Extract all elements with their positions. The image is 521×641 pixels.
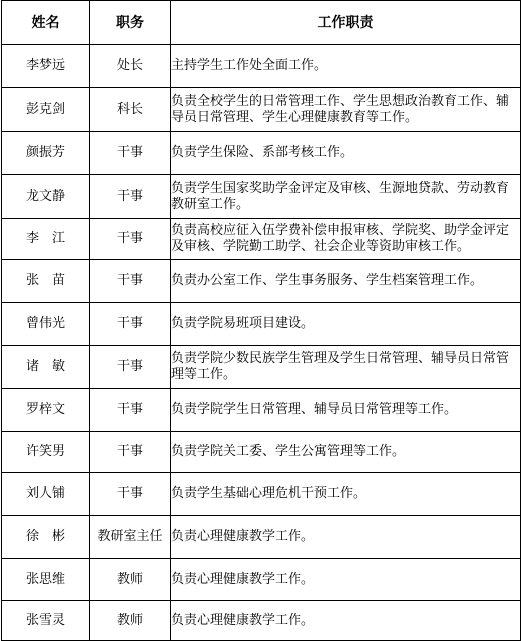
table-row <box>2 389 521 432</box>
title-cell: 干事 <box>90 473 171 516</box>
title-cell: 处长 <box>90 45 171 88</box>
table-row <box>2 601 521 641</box>
duty-cell: 负责学院少数民族学生管理及学生日常管理、辅导员日常管理等工作。 <box>171 346 521 389</box>
title-cell: 干事 <box>90 432 171 473</box>
table-row <box>2 132 521 175</box>
duty-cell: 负责全校学生的日常管理工作、学生思想政治教育工作、辅导员日常管理、学生心理健康教育等工作。 <box>171 88 521 132</box>
title-cell: 教师 <box>90 601 171 641</box>
duty-cell: 负责学院关工委、学生公寓管理等工作。 <box>171 432 521 473</box>
duty-cell: 负责办公室工作、学生事务服务、学生档案管理工作。 <box>171 260 521 303</box>
table-row <box>2 346 521 389</box>
name-cell: 张思维 <box>2 559 90 601</box>
name-cell: 彭克剑 <box>2 88 90 132</box>
name-cell: 颜振芳 <box>2 132 90 175</box>
name-cell: 曾伟光 <box>2 303 90 346</box>
table-row <box>2 432 521 473</box>
title-cell: 干事 <box>90 346 171 389</box>
name-cell: 李 江 <box>2 219 90 260</box>
header-name: 姓名 <box>2 1 90 45</box>
name-cell: 张 苗 <box>2 260 90 303</box>
duty-cell: 负责学生保险、系部考核工作。 <box>171 132 521 175</box>
duty-cell: 负责高校应征入伍学费补偿申报审核、学院奖、助学金评定及审核、学院勤工助学、社会企业等资助审核工作。 <box>171 219 521 260</box>
title-cell: 干事 <box>90 260 171 303</box>
name-cell: 诸 敏 <box>2 346 90 389</box>
duty-cell: 负责学生国家奖助学金评定及审核、生源地贷款、劳动教育教研室工作。 <box>171 175 521 219</box>
header-row <box>2 1 521 45</box>
duty-cell: 负责学生基础心理危机干预工作。 <box>171 473 521 516</box>
table-row <box>2 516 521 559</box>
table-row <box>2 88 521 132</box>
duty-cell: 负责心理健康教学工作。 <box>171 601 521 641</box>
table-row <box>2 175 521 219</box>
duty-cell: 负责学院学生日常管理、辅导员日常管理等工作。 <box>171 389 521 432</box>
title-cell: 干事 <box>90 132 171 175</box>
title-cell: 干事 <box>90 303 171 346</box>
title-cell: 教研室主任 <box>90 516 171 559</box>
name-cell: 龙文静 <box>2 175 90 219</box>
header-duty: 工作职责 <box>171 1 521 45</box>
name-cell: 李梦远 <box>2 45 90 88</box>
table-row <box>2 473 521 516</box>
duty-cell: 负责学院易班项目建设。 <box>171 303 521 346</box>
name-cell: 徐 彬 <box>2 516 90 559</box>
title-cell: 教师 <box>90 559 171 601</box>
title-cell: 干事 <box>90 389 171 432</box>
table-row <box>2 303 521 346</box>
table-row <box>2 559 521 601</box>
duty-cell: 负责心理健康教学工作。 <box>171 516 521 559</box>
staff-duty-table <box>1 0 521 641</box>
header-title: 职务 <box>90 1 171 45</box>
title-cell: 科长 <box>90 88 171 132</box>
name-cell: 罗梓文 <box>2 389 90 432</box>
title-cell: 干事 <box>90 219 171 260</box>
name-cell: 张雪灵 <box>2 601 90 641</box>
table-row <box>2 45 521 88</box>
duty-cell: 主持学生工作处全面工作。 <box>171 45 521 88</box>
name-cell: 刘人铺 <box>2 473 90 516</box>
table-row <box>2 260 521 303</box>
title-cell: 干事 <box>90 175 171 219</box>
duty-cell: 负责心理健康教学工作。 <box>171 559 521 601</box>
table-row <box>2 219 521 260</box>
name-cell: 许笑男 <box>2 432 90 473</box>
